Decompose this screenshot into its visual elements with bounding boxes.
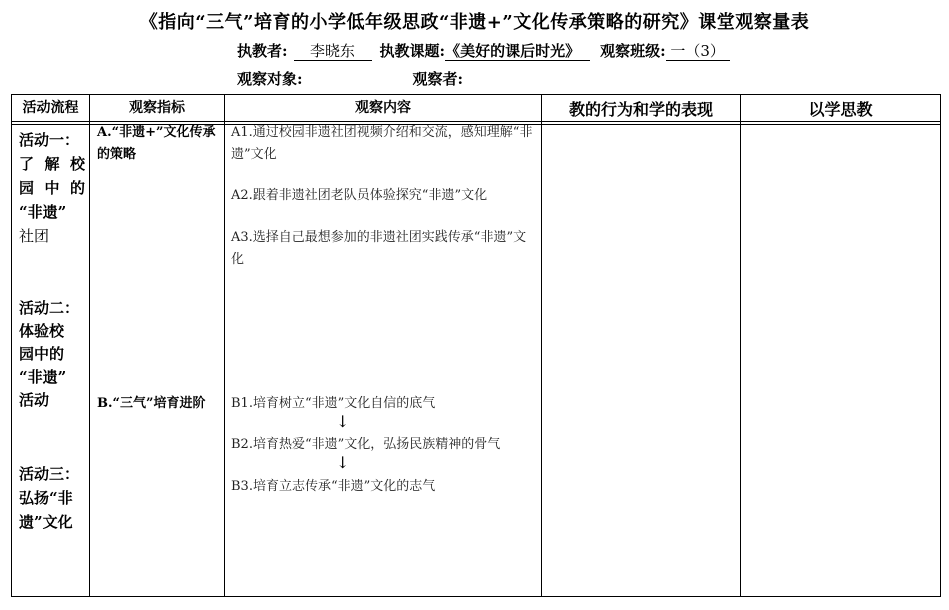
activity-1	[19, 128, 85, 248]
arrow-down-icon: ↓	[336, 412, 350, 431]
activity-2-label: 活动二：	[19, 299, 80, 317]
activity-2-line-4: 活动	[19, 391, 50, 409]
header-reflection: 以学思教	[808, 100, 873, 119]
content-a2: A2.跟着非遗社团老队员体验探究“非遗”文化	[231, 188, 488, 203]
indicator-b: B.“三气”培育进阶	[97, 396, 206, 411]
topic-value: 《美好的课后时光》	[445, 43, 590, 61]
table-border-top	[11, 94, 941, 95]
table-border-bottom	[11, 596, 941, 597]
col-divider-1	[89, 94, 90, 597]
col-divider-3	[541, 94, 542, 597]
activity-3-label: 活动三：	[19, 465, 80, 483]
class-value: 一（3）	[666, 43, 730, 61]
content-a1: A1.通过校园非遗社团视频介绍和交流，感知理解“非遗”文化	[231, 125, 533, 162]
col-divider-4	[740, 94, 741, 597]
observer-label: 观察者:	[412, 70, 464, 88]
col-divider-2	[224, 94, 225, 597]
content-b1: B1.培育树立“非遗”文化自信的底气	[231, 396, 436, 411]
object-label: 观察对象:	[237, 70, 303, 88]
teacher-label: 执教者:	[237, 42, 288, 60]
activity-2	[19, 297, 85, 412]
header-behavior: 教的行为和学的表现	[568, 100, 713, 119]
content-b2: B2.培育热爱“非遗”文化，弘扬民族精神的骨气	[231, 437, 501, 452]
activity-1-label: 活动一：	[19, 131, 80, 149]
activity-2-line-3: “非遗”	[19, 368, 67, 386]
table-border-left	[11, 94, 12, 597]
indicator-a: A.“非遗+”文化传承的策略	[97, 125, 216, 162]
class-label: 观察班级:	[600, 42, 666, 60]
topic-label: 执教课题:	[379, 42, 446, 60]
header-indicator: 观察指标	[129, 100, 185, 116]
content-b3: B3.培育立志传承“非遗”文化的志气	[231, 479, 436, 494]
info-line-1	[237, 40, 730, 61]
activity-2-line-1: 体验校	[19, 322, 65, 340]
activity-1-line-4: 社团	[19, 227, 50, 245]
activity-3	[19, 462, 85, 534]
page-title: 《指向“三气”培育的小学低年级思政“非遗+”文化传承策略的研究》课堂观察量表	[139, 12, 810, 33]
activity-3-line-2: 遗”文化	[19, 513, 73, 531]
table-border-right	[940, 94, 941, 597]
activity-1-line-3: “非遗”	[19, 203, 67, 221]
teacher-name: 李晓东	[294, 43, 372, 61]
activity-1-line-1: 了 解 校	[19, 155, 85, 173]
header-activity-flow: 活动流程	[22, 100, 79, 116]
content-a3: A3.选择自己最想参加的非遗社团实践传承“非遗”文化	[231, 230, 527, 267]
activity-2-line-2: 园中的	[19, 345, 65, 363]
info-line-2	[237, 68, 463, 89]
header-content: 观察内容	[355, 100, 411, 116]
activity-3-line-1: 弘扬“非	[19, 489, 73, 507]
arrow-down-icon: ↓	[336, 453, 350, 472]
activity-1-line-2: 园 中 的	[19, 179, 85, 197]
